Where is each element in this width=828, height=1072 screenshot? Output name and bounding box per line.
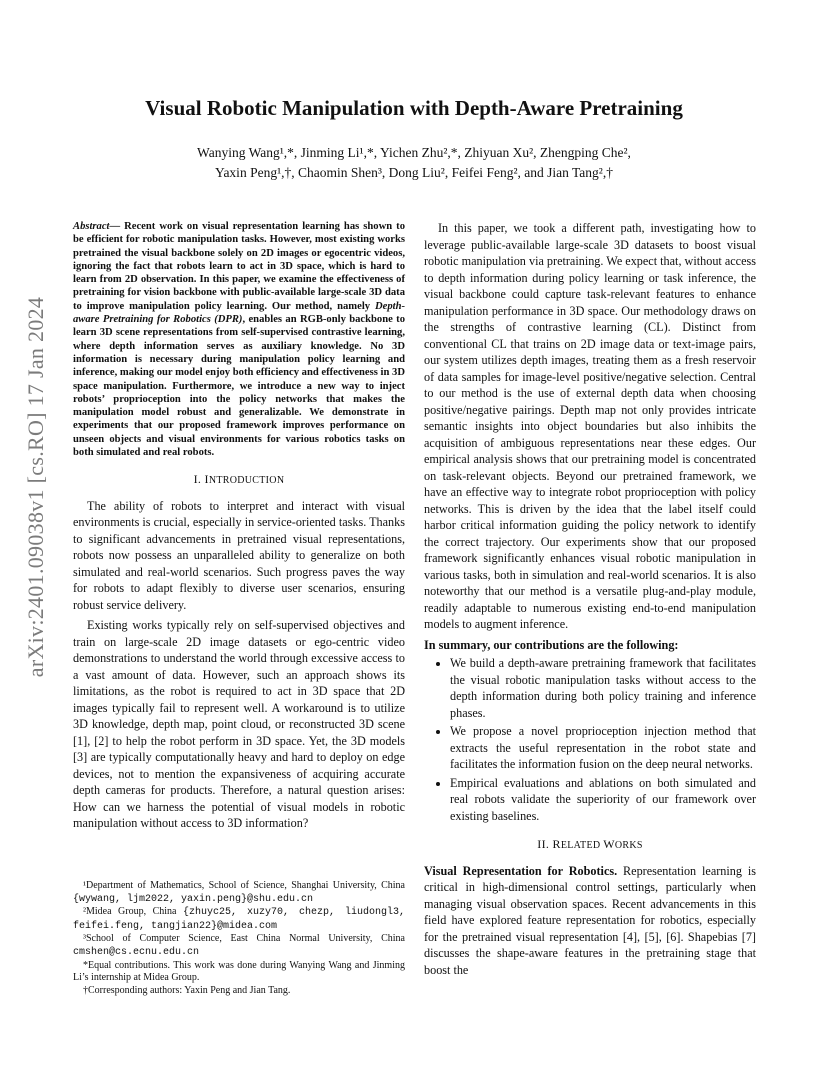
intro-paragraph-1: The ability of robots to interpret and interact with visual environments is crucial, especially in service-oriented tasks. Thanks to significant advancements in pretrained visual representations, robots now possess an unparalleled ability to generalize on both simulated and real-world scenarios. Such progress paves the way for robots to adapt flexibly to diverse user scenarios, ensuring robust service delivery. xyxy=(73,498,405,612)
related-paragraph: Visual Representation for Robotics. Representation learning is critical in high-dimensional control settings, particularly when managing visual observation spaces. Recent advancements in this field have explored feature representation for robotics, especially for the pretrained visual representation [4], [5], [6]. Shapebias [7] discusses the shape-aware features in the pretraining stage that boost the xyxy=(424,863,756,977)
abstract-text-2: , enables an RGB-only backbone to learn 3D scene representations from self-supervised contrastive learning, where depth information serves as auxiliary knowledge. No 3D information is necessary during manipulation policy learning and inference, making our model enjoy both efficiency and effectiveness in 3D space manipulation. Furthermore, we introduce a new way to inject robots’ proprioception into the policy networks that makes the manipulation model robust and generalizable. We demonstrate in experiments that our proposed framework improves performance on unseen objects and visual environments for various robotics tasks on both simulated and real robots. xyxy=(73,314,405,459)
footnote-equal-contribution: *Equal contributions. This work was done during Wanying Wang and Jinming Li’s internship at Midea Group. xyxy=(73,959,405,984)
footnote-corresponding: †Corresponding authors: Yaxin Peng and Jian Tang. xyxy=(83,984,291,996)
section-heading-introduction: I. INTRODUCTION xyxy=(193,472,285,487)
right-paragraph-1: In this paper, we took a different path, investigating how to leverage public-available large-scale 3D datasets to boost visual robotic manipulation via pretraining. We expect that, without access to depth information during policy learning or task inference, the visual backbone could capture task-relevant features to enhance manipulation performance in 3D space. Our methodology draws on the strengths of contrastive learning (CL). Distinct from conventional CL that trains on 2D image data or text-image pairs, our system utilizes depth images, treating them as a fresh reservoir of data samples for image-level positive/negative selection. Central to our method is the use of external depth data when choosing positive/negative pairings. Depth map not only provides intricate semantic insights into object boundaries but also inhibits the acquisition of ambiguous representations near these edges. Our empirical analysis shows that our pretraining model is concentrated on task-relevant objects. Beyond our pretrained framework, we have an effective way to integrate robot proprioception with policy networks. This is driven by the idea that the label itself could harbor critical information guiding the policy network to identify the correct trajectory. Our experiments show that our proposed framework significantly enhances visual robotic manipulation in various tasks, both in simulation and real-world scenarios. It is also noteworthy that our method is a versatile plug-and-play module, readily adaptable to numerous existing end-to-end manipulation models to augment inference. xyxy=(424,221,756,631)
right-column xyxy=(424,220,756,978)
contributions-list xyxy=(424,655,756,824)
authors-line-2: Yaxin Peng¹,†, Chaomin Shen³, Dong Liu², Feifei Feng², and Jian Tang²,† xyxy=(215,165,613,180)
contribution-item: • We build a depth-aware pretraining framework that facilitates the visual robotic manipulation tasks without access to the depth information during both policy training and inference phases. xyxy=(450,655,756,721)
related-subheading: Visual Representation for Robotics. xyxy=(424,863,618,878)
contributions-heading: In summary, our contributions are the following: xyxy=(424,637,679,652)
footnote-affiliation-2: ²Midea Group, China {zhuyc25, xuzy70, chezp, liudongl3, feifei.feng, tangjian22}@midea.com xyxy=(73,906,405,932)
section-heading-related-works: II. RELATED WORKS xyxy=(537,837,643,851)
authors-line-1: Wanying Wang¹,*, Jinming Li¹,*, Yichen Zhu²,*, Zhiyuan Xu², Zhengping Che², xyxy=(197,145,631,160)
arxiv-id-text: arXiv:2401.09038v1 [cs.RO] 17 Jan 2024 xyxy=(23,296,48,678)
abstract-label: Abstract xyxy=(73,221,110,232)
abstract xyxy=(73,220,405,459)
footnotes xyxy=(73,880,405,997)
contribution-item: • We propose a novel proprioception injection method that extracts the useful representation in the robot state and facilitates the information fusion on the deep neural networks. xyxy=(450,723,756,773)
abstract-text-1: — Recent work on visual representation learning has shown to be efficient for robotic manipulation tasks. However, most existing works pretrained the visual backbone solely on 2D images or egocentric videos, ignoring the fact that robots learn to act in 3D space, which is hard to learn from 2D observation. In this paper, we examine the effectiveness of pretraining for vision backbone with public-available large-scale 3D data to improve manipulation policy learning. Our method, namely xyxy=(73,221,405,312)
footnote-affiliation-3: ³School of Computer Science, East China Normal University, China cmshen@cs.ecnu.edu.cn xyxy=(73,933,405,958)
contribution-item: • Empirical evaluations and ablations on both simulated and real robots validate the superiority of our framework over existing baselines. xyxy=(450,775,756,825)
author-list xyxy=(74,143,754,183)
method-name: Depth-aware Pretraining for Robotics (DPR) xyxy=(73,300,405,326)
paper-title: Visual Robotic Manipulation with Depth-Aware Pretraining xyxy=(145,96,683,120)
arxiv-side-identifier xyxy=(16,292,56,682)
intro-paragraph-2: Existing works typically rely on self-supervised objectives and train on large-scale 2D image datasets or ego-centric video demonstrations to understand the world through excessive access to a vast amount of data. However, such an approach shows its limitations, as the robot is required to act in 3D space that 2D images typically fail to represent well. A workaround is to utilize 3D knowledge, depth map, point cloud, or reconstructed 3D scene [1], [2] to help the robot perform in 3D space. Yet, the 3D models [3] are typically computationally heavy and hard to deploy on edge devices, not to mention the expansiveness of acquiring accurate depth cameras for products. Therefore, a natural question arises: How can we harness the potential of visual models in robotic manipulation without access to 3D information? xyxy=(73,618,405,831)
left-column xyxy=(73,220,405,832)
footnote-affiliation-1: ¹Department of Mathematics, School of Science, Shanghai University, China {wywang, ljm2022, yaxin.peng}@shu.edu.cn xyxy=(73,880,405,905)
